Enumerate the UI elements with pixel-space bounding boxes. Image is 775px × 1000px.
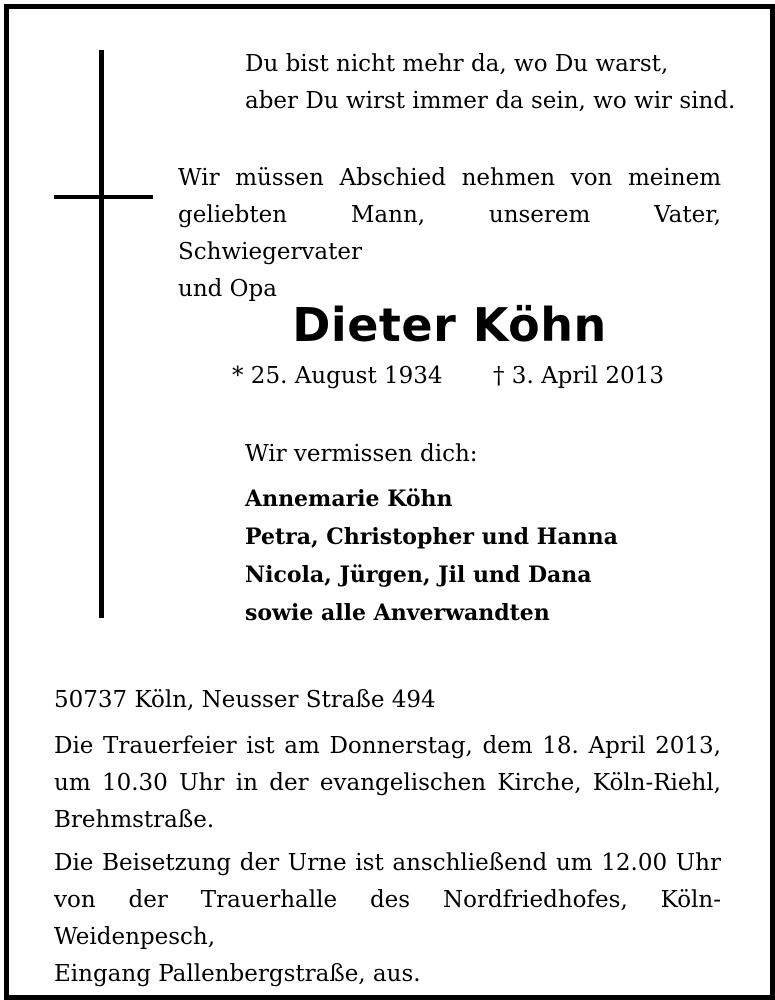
motto-line: Du bist nicht mehr da, wo Du warst,	[245, 51, 669, 77]
mourners-list	[245, 480, 618, 632]
intro-line: geliebten Mann, unserem Vater, Schwiegervater	[178, 202, 721, 265]
mourner-name: Petra, Christopher und Hanna	[245, 524, 618, 550]
motto-line: aber Du wirst immer da sein, wo wir sind.	[245, 88, 736, 114]
funeral-info	[54, 728, 721, 839]
funeral-line: Die Trauerfeier ist am Donnerstag, dem 18. April 2013,	[54, 733, 721, 759]
burial-line: Die Beisetzung der Urne ist anschließend um 12.00 Uhr	[54, 850, 721, 876]
burial-line: Eingang Pallenbergstraße, aus.	[54, 961, 421, 987]
motto	[245, 46, 735, 120]
funeral-line: um 10.30 Uhr in der evangelischen Kirche, Köln-Riehl,	[54, 770, 721, 796]
death-date: † 3. April 2013	[493, 363, 664, 389]
mourner-name: sowie alle Anverwandten	[245, 600, 550, 626]
mourners-heading: Wir vermissen dich:	[245, 441, 478, 467]
mourner-name: Annemarie Köhn	[245, 486, 453, 512]
deceased-name: Dieter Köhn	[292, 298, 607, 352]
burial-line: von der Trauerhalle des Nordfriedhofes, Köln-Weidenpesch,	[54, 887, 721, 950]
intro-text	[178, 160, 721, 308]
cross-icon-horizontal	[54, 195, 153, 199]
intro-line: und Opa	[178, 276, 277, 302]
funeral-line: Brehmstraße.	[54, 807, 215, 833]
intro-line: Wir müssen Abschied nehmen von meinem	[178, 165, 721, 191]
mourner-name: Nicola, Jürgen, Jil und Dana	[245, 562, 592, 588]
cross-icon-vertical	[99, 50, 104, 618]
address: 50737 Köln, Neusser Straße 494	[54, 687, 436, 713]
birth-date: * 25. August 1934	[232, 363, 443, 389]
burial-info	[54, 845, 721, 993]
